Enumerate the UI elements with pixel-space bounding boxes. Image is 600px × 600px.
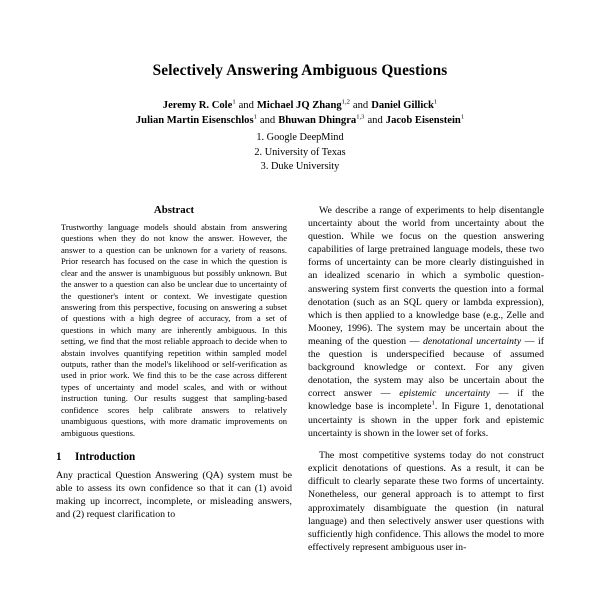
affiliation-list — [0, 131, 600, 175]
section-heading-introduction — [56, 451, 292, 463]
author-name: Michael JQ Zhang$^{1,2}$ — [256, 98, 350, 112]
author-affiliation-marker: 1 — [460, 113, 465, 121]
right-column — [308, 204, 544, 554]
abstract-body: Trustworthy language models should abstain from answering questions when they do not know the answer. However, the answer to a question can be unknown for a variety of reasons. Prior research has focused on the case in which the question is clear and the answer is unambiguous but possibly unknown. But the answer to a question can also be unclear due to uncertainty of the questioner's intent or context. We investigate question answering from this perspective, focusing on answering a subset of questions with a high degree of accuracy, from a set of questions in which many are inherently ambiguous. In this setting, we find that the most reliable approach to decide when to abstain involves quantifying repetition within sampled model outputs, rather than the model's likelihood or self-verification as used in prior work. We find this to be the case across different types of uncertainty and model scales, and with or without instruction tuning. Our results suggest that sampling-based confidence scores help calibrate answers to relatively unambiguous questions, with more dramatic improvements on ambiguous questions. — [61, 222, 287, 438]
author-row — [0, 99, 600, 113]
author-name: Daniel Gillick$^1$ — [371, 98, 438, 112]
author-name: Bhuwan Dhingra$^{1,3}$ — [278, 113, 365, 126]
em-dash: — — [498, 388, 509, 400]
author-affiliation-marker: 1 — [253, 113, 257, 121]
author-conjunction: and — [238, 100, 254, 112]
abstract-heading: Abstract — [153, 204, 195, 216]
author-name: Jeremy R. Cole$^1$ — [162, 98, 236, 112]
em-dash: — — [380, 388, 391, 400]
text-run: . In Figure 1, denotational uncertainty is shown in the upper fork and epistemic uncertainty is shown in the lower set of forks. — [308, 401, 544, 439]
paragraph — [308, 204, 544, 440]
text-run: The most competitive systems today do not construct explicit denotations of questions. As a result, it can be difficult to clearly separate these two forms of uncertainty. Nonetheless, our general approach is to attempt to first approximately disambiguate the question (in natural language) and then selectively answer user questions with sufficiently high confidence. This allows the model to more effectively represent ambiguous user in- — [308, 450, 544, 553]
affiliation-item: 3. Duke University — [260, 161, 340, 173]
introduction-text — [56, 469, 292, 521]
emphasized-term: epistemic uncertainty — [390, 388, 499, 400]
body-columns — [0, 204, 600, 600]
author-row — [0, 114, 600, 128]
em-dash: — — [524, 335, 535, 347]
author-name: Julian Martin Eisenschlos$^1$ — [135, 113, 257, 126]
page-title: Selectively Answering Ambiguous Questions — [152, 62, 448, 79]
emphasized-term: denotational uncertainty — [419, 335, 525, 347]
author-conjunction: and — [259, 114, 276, 126]
author-affiliation-marker: 1,3 — [356, 113, 365, 121]
author-name: Jacob Eisenstein$^1$ — [385, 113, 465, 126]
author-list — [0, 99, 600, 128]
author-conjunction: and — [352, 100, 369, 112]
em-dash: — — [409, 335, 420, 347]
author-affiliation-marker: 1 — [433, 98, 438, 106]
affiliation-item: 2. University of Texas — [254, 146, 346, 158]
title-block — [0, 0, 600, 175]
right-column-text — [308, 204, 544, 554]
author-affiliation-marker: 1,2 — [341, 98, 350, 106]
text-run: if the question is underspecified because of assumed background knowledge or context. For any given denotation, the system may also be uncertain about the correct answer — [308, 335, 544, 400]
section-number: 1 — [56, 451, 62, 464]
paragraph: Any practical Question Answering (QA) system must be able to assess its own confidence so that it can (1) avoid making up incorrect, incomplete, or misleading answers, and (2) request clarification to — [56, 470, 292, 521]
text-run: if the knowledge base is incomplete — [308, 388, 544, 413]
footnote-marker: 1 — [431, 400, 435, 408]
author-affiliation-marker: 1 — [232, 98, 236, 106]
paragraph — [308, 449, 544, 554]
affiliation-item: 1. Google DeepMind — [256, 132, 344, 144]
text-run: We describe a range of experiments to help disentangle uncertainty about the world from uncertainty about the question. While we focus on the question answering capabilities of large pretrained language models, these two forms of uncertainty can be more clearly distinguished in an idealized scenario in which a symbolic question-answering system first converts the question into a formal denotation (such as an SQL query or lambda expression), which is then applied to a knowledge base (e.g., Zelle and Mooney, 1996). The system may be uncertain about the meaning of the question — [308, 205, 544, 347]
author-conjunction: and — [367, 114, 383, 126]
section-title: Introduction — [75, 451, 136, 464]
left-column — [56, 204, 292, 521]
